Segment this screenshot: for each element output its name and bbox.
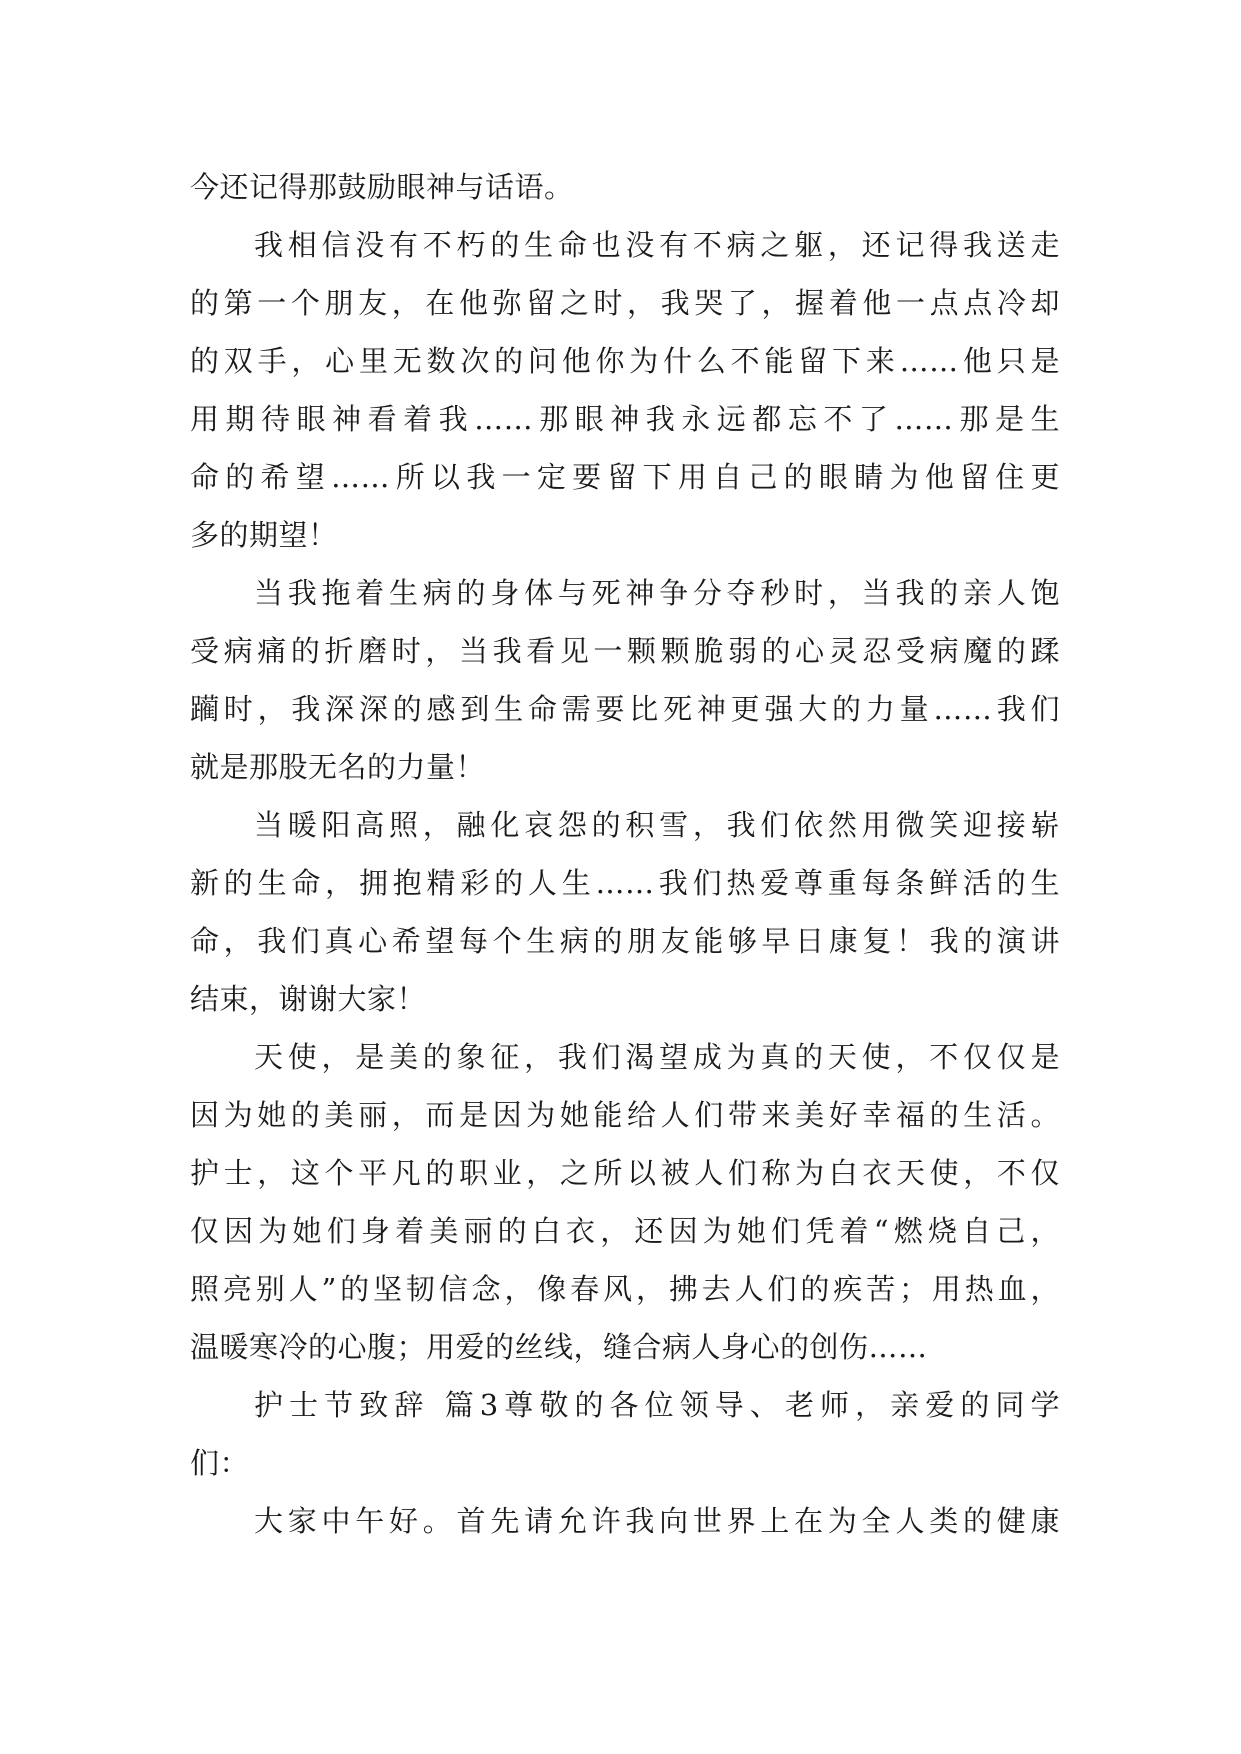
text-line: 新的生命，拥抱精彩的人生……我们热爱尊重每条鲜活的生 <box>190 866 1060 900</box>
text-line: 当我拖着生病的身体与死神争分夺秒时，当我的亲人饱 <box>254 576 1060 610</box>
document-body <box>190 158 1060 1550</box>
text-line: 我相信没有不朽的生命也没有不病之躯，还记得我送走 <box>254 228 1060 262</box>
text-line: 受病痛的折磨时，当我看见一颗颗脆弱的心灵忍受病魔的蹂 <box>190 634 1060 668</box>
text-line: 护士节致辞 篇3尊敬的各位领导、老师，亲爱的同学 <box>254 1388 1060 1422</box>
text-line: 躏时，我深深的感到生命需要比死神更强大的力量……我们 <box>190 692 1060 726</box>
text-line: 的第一个朋友，在他弥留之时，我哭了，握着他一点点冷却 <box>190 286 1060 320</box>
text-line: 用期待眼神看着我……那眼神我永远都忘不了……那是生 <box>190 402 1060 436</box>
text-line: 仅因为她们身着美丽的白衣，还因为她们凭着“燃烧自己， <box>190 1214 1060 1248</box>
text-line: 的双手，心里无数次的问他你为什么不能留下来……他只是 <box>190 344 1060 378</box>
text-line: 今还记得那鼓励眼神与话语。 <box>190 170 574 204</box>
text-line: 照亮别人”的坚韧信念，像春风，拂去人们的疾苦；用热血， <box>190 1272 1060 1306</box>
text-line: 命，我们真心希望每个生病的朋友能够早日康复！我的演讲 <box>190 924 1060 958</box>
text-line: 护士，这个平凡的职业，之所以被人们称为白衣天使，不仅 <box>190 1156 1060 1190</box>
text-line: 多的期望！ <box>190 518 338 552</box>
text-line: 就是那股无名的力量！ <box>190 750 486 784</box>
text-line: 当暖阳高照，融化哀怨的积雪，我们依然用微笑迎接崭 <box>254 808 1060 842</box>
text-line: 因为她的美丽，而是因为她能给人们带来美好幸福的生活。 <box>190 1098 1060 1132</box>
text-line: 天使，是美的象征，我们渴望成为真的天使，不仅仅是 <box>254 1040 1060 1074</box>
text-line: 结束，谢谢大家！ <box>190 982 427 1016</box>
text-line: 命的希望……所以我一定要留下用自己的眼睛为他留住更 <box>190 460 1060 494</box>
text-line: 大家中午好。首先请允许我向世界上在为全人类的健康 <box>254 1504 1060 1538</box>
text-line: 温暖寒冷的心腹；用爱的丝线，缝合病人身心的创伤…… <box>190 1330 928 1364</box>
text-line: 们： <box>190 1446 250 1480</box>
